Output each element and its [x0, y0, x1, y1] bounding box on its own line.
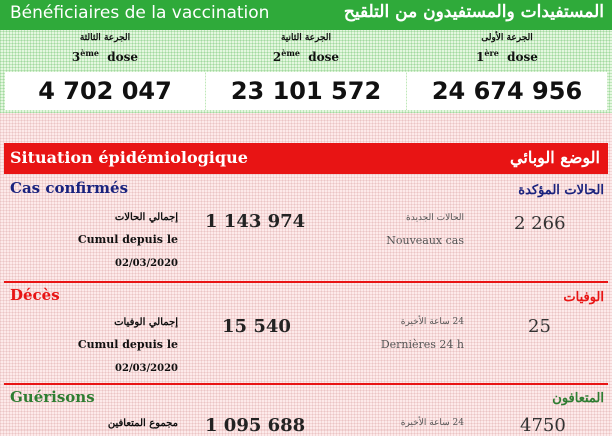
- deaths-cumul-ar: إجمالي الوفيات: [114, 317, 178, 328]
- recovered-label-ar: المتعافون: [552, 391, 604, 406]
- situation-title-ar: الوضع الوبائي: [510, 148, 600, 167]
- dose-1-value: 24 674 956: [407, 72, 607, 110]
- dose-2-header: [206, 32, 406, 64]
- deaths-new-label-ar: 24 ساعة الأخيرة: [400, 317, 464, 327]
- recovered-cumul-ar: مجموع المتعافين: [107, 418, 178, 429]
- cases-new-label-fr: Nouveaux cas: [386, 234, 464, 247]
- recovered-total: 1 095 688: [205, 415, 306, 436]
- vaccination-title-fr: Bénéficiaires de la vaccination: [10, 3, 270, 23]
- deaths-new-value: 25: [528, 316, 551, 337]
- dose-1-header: [407, 32, 607, 64]
- cases-label-fr: Cas confirmés: [10, 179, 129, 197]
- vaccination-header: [0, 0, 612, 30]
- situation-header: [4, 143, 608, 174]
- recovered-label-fr: Guérisons: [10, 388, 95, 406]
- dose-3-label-ar: الجرعة الثالثة: [79, 33, 131, 43]
- deaths-label-fr: Décès: [10, 286, 60, 304]
- recovered-new-value: 4750: [520, 415, 566, 436]
- cases-total: 1 143 974: [205, 211, 306, 232]
- cases-cumul-ar: إجمالي الحالات: [114, 212, 178, 223]
- dose-3-header: [5, 32, 205, 64]
- dose-1-label: 1ère dose: [476, 48, 538, 64]
- section-divider: [4, 281, 608, 283]
- deaths-total: 15 540: [222, 316, 291, 337]
- cases-label-ar: الحالات المؤكدة: [518, 183, 604, 198]
- dose-3-label: 3ème dose: [71, 48, 139, 64]
- deaths-new-label-fr: Dernières 24 h: [380, 338, 464, 351]
- situation-title-fr: Situation épidémiologique: [10, 148, 248, 167]
- vaccination-title-ar: المستفيدات والمستفيدون من التلقيح: [343, 2, 604, 22]
- vaccination-panel: [0, 0, 612, 113]
- recovered-new-label-ar: 24 ساعة الأخيرة: [400, 418, 464, 428]
- dose-1-label-ar: الجرعة الأولى: [481, 33, 533, 43]
- dose-2-value: 23 101 572: [206, 72, 406, 110]
- deaths-cumul-fr: Cumul depuis le: [77, 338, 178, 351]
- section-divider: [4, 383, 608, 385]
- cases-cumul-date: 02/03/2020: [115, 258, 178, 269]
- deaths-label-ar: الوفيات: [563, 290, 604, 305]
- dose-3-value: 4 702 047: [5, 72, 205, 110]
- cases-new-value: 2 266: [514, 213, 566, 234]
- cases-new-label-ar: الحالات الجديدة: [406, 213, 464, 223]
- deaths-cumul-date: 02/03/2020: [115, 363, 178, 374]
- dose-2-label: 2ème dose: [272, 48, 340, 64]
- dose-2-label-ar: الجرعة الثانية: [280, 33, 332, 43]
- cases-cumul-fr: Cumul depuis le: [77, 233, 178, 246]
